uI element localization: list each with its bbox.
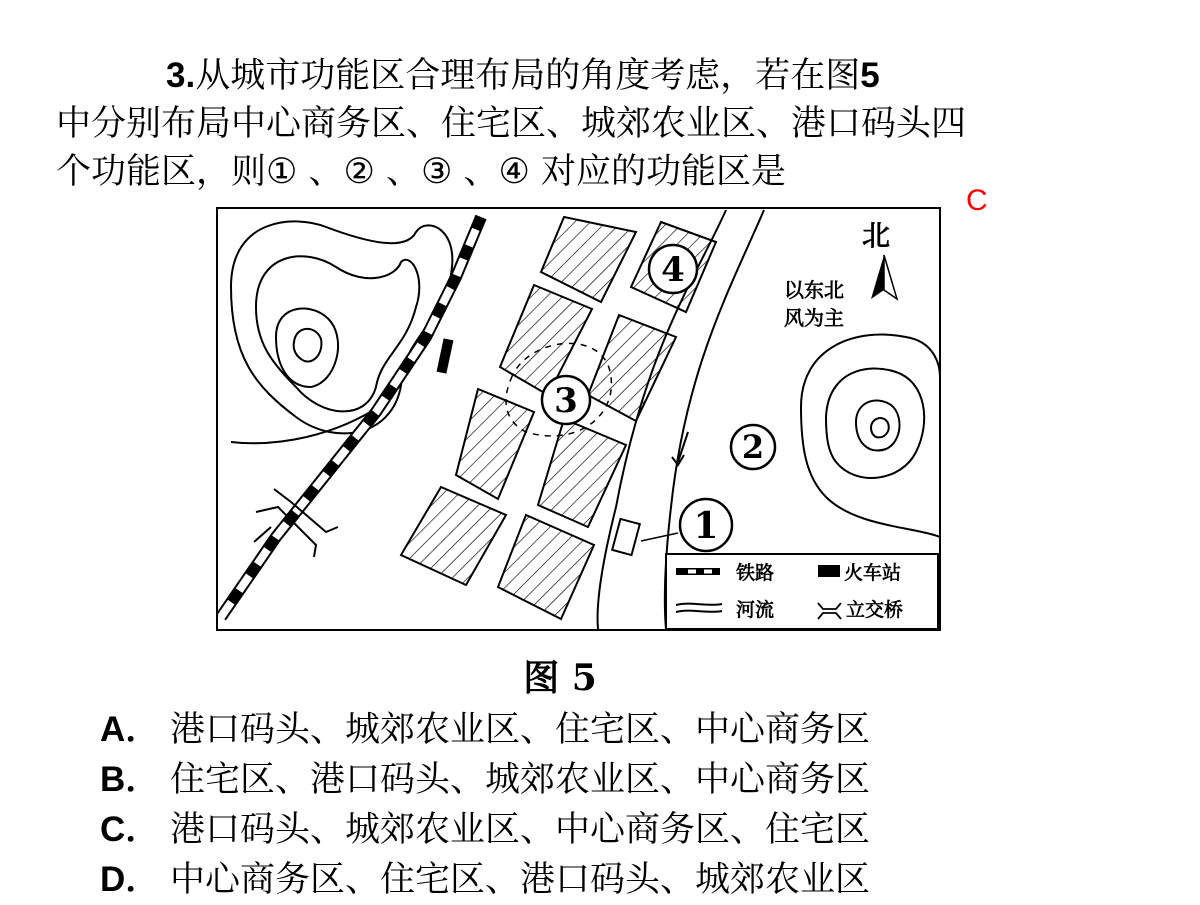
figure-reference: 5 bbox=[860, 56, 880, 95]
marker-3 bbox=[542, 376, 590, 424]
option-d-letter: D． bbox=[100, 860, 161, 899]
option-c[interactable] bbox=[100, 805, 870, 855]
question-text bbox=[56, 52, 1136, 196]
option-c-text: 港口码头、城郊农业区、中心商务区、住宅区 bbox=[170, 810, 871, 850]
legend-overpass-label: 立交桥 bbox=[846, 599, 904, 621]
legend-railway-icon bbox=[676, 568, 720, 575]
map-legend bbox=[666, 554, 938, 629]
answer-mark: C bbox=[966, 184, 988, 217]
option-d[interactable] bbox=[100, 855, 870, 905]
option-d-text: 中心商务区、住宅区、港口码头、城郊农业区 bbox=[170, 860, 871, 900]
question-line-1 bbox=[56, 52, 1136, 100]
question-text-line-1: 从城市功能区合理布局的角度考虑，若在图 bbox=[195, 56, 861, 96]
marker-1 bbox=[680, 499, 732, 551]
question-number: 3. bbox=[166, 56, 196, 95]
legend-railway-label: 铁路 bbox=[736, 562, 775, 584]
north-label: 北 bbox=[862, 219, 891, 252]
svg-text:4: 4 bbox=[661, 250, 685, 290]
answer-options bbox=[100, 705, 870, 905]
figure-caption: 图 5 bbox=[523, 657, 597, 699]
option-c-letter: C． bbox=[100, 810, 161, 849]
question-text-line-2: 中分别布局中心商务区、住宅区、城郊农业区、港口码头四 bbox=[56, 104, 967, 144]
svg-text:1: 1 bbox=[693, 505, 719, 547]
marker-4 bbox=[649, 245, 697, 293]
wind-note-line-1: 以东北 bbox=[784, 278, 844, 302]
option-b-text: 住宅区、港口码头、城郊农业区、中心商务区 bbox=[170, 760, 871, 800]
legend-station-icon bbox=[818, 565, 840, 577]
svg-text:2: 2 bbox=[741, 428, 765, 466]
option-a[interactable] bbox=[100, 705, 870, 755]
legend-river-label: 河流 bbox=[736, 599, 775, 621]
legend-station-label: 火车站 bbox=[844, 562, 902, 584]
option-a-text: 港口码头、城郊农业区、住宅区、中心商务区 bbox=[170, 710, 871, 750]
svg-text:3: 3 bbox=[554, 381, 578, 421]
option-a-letter: A． bbox=[100, 710, 161, 749]
option-b-letter: B． bbox=[100, 760, 161, 799]
marker-2 bbox=[731, 425, 775, 469]
question-text-line-3: 个功能区，则① 、② 、③ 、④ 对应的功能区是 bbox=[56, 152, 787, 192]
option-b[interactable] bbox=[100, 755, 870, 805]
map-figure bbox=[216, 207, 941, 631]
wind-note-line-2: 风为主 bbox=[784, 306, 844, 330]
